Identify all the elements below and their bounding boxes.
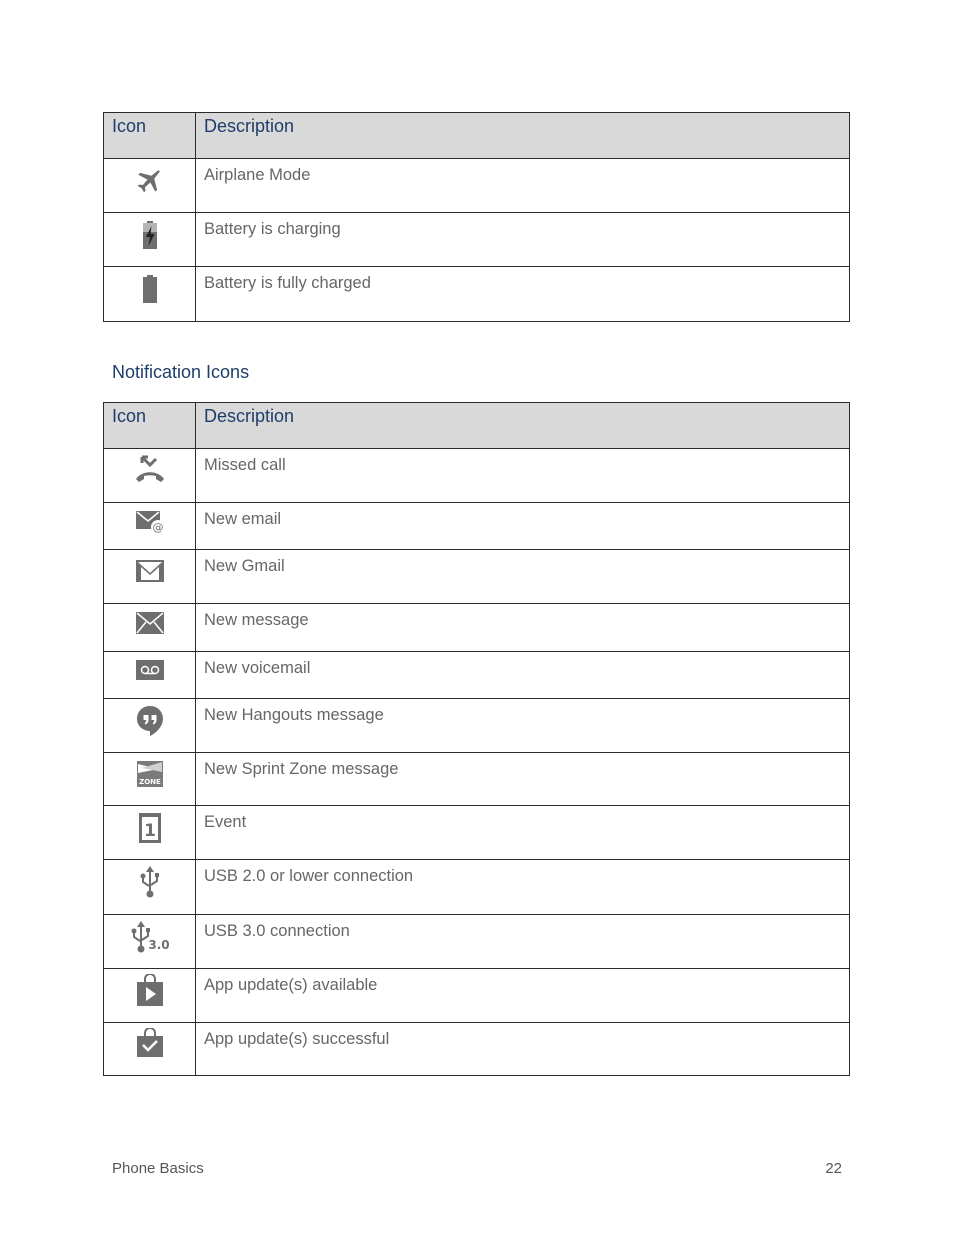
row-description: Missed call	[204, 456, 286, 474]
notification-icons-table	[103, 402, 850, 1076]
row-description: New email	[204, 510, 282, 528]
table-row	[104, 213, 850, 267]
status-icons-table	[103, 112, 850, 322]
table-row	[104, 652, 850, 699]
icon-column-header: Icon	[104, 113, 196, 159]
table-row	[104, 753, 850, 806]
table-row	[104, 1023, 850, 1076]
row-description: Airplane Mode	[204, 166, 311, 184]
usb-3-icon	[130, 920, 170, 956]
table-row	[104, 449, 850, 503]
row-description: App update(s) successful	[204, 1030, 390, 1048]
row-description: App update(s) available	[204, 976, 378, 994]
sprint-zone-icon	[134, 758, 166, 790]
page-number: 22	[825, 1160, 842, 1177]
table-row	[104, 503, 850, 550]
usb-version-label: 3.0	[147, 938, 170, 952]
hangouts-icon	[134, 704, 166, 738]
table-row	[104, 604, 850, 652]
table-header-row	[104, 403, 850, 449]
table-header-row	[104, 113, 850, 159]
table-row	[104, 969, 850, 1023]
table-row	[104, 699, 850, 753]
missed-call-icon	[134, 454, 166, 486]
row-description: USB 3.0 connection	[204, 922, 350, 940]
message-envelope-icon	[134, 609, 166, 639]
row-description: New message	[204, 611, 309, 629]
svg-text:@: @	[152, 521, 163, 534]
row-description: Event	[204, 813, 247, 831]
footer-section-name: Phone Basics	[112, 1160, 204, 1177]
row-description: Battery is charging	[204, 220, 341, 238]
row-description: New voicemail	[204, 659, 311, 677]
play-store-update-icon	[134, 974, 166, 1008]
battery-full-icon	[134, 272, 166, 304]
new-email-icon	[134, 508, 166, 536]
table-row	[104, 915, 850, 969]
table-row	[104, 806, 850, 860]
play-store-success-icon	[134, 1028, 166, 1060]
section-title: Notification Icons	[112, 362, 250, 382]
gmail-icon	[134, 555, 166, 587]
description-column-header: Description	[196, 113, 850, 159]
row-description: USB 2.0 or lower connection	[204, 867, 414, 885]
table-row	[104, 550, 850, 604]
calendar-event-icon	[134, 811, 166, 845]
battery-charging-icon	[134, 218, 166, 250]
voicemail-icon	[134, 657, 166, 683]
row-description: New Gmail	[204, 557, 285, 575]
airplane-icon	[134, 164, 166, 196]
table-row	[104, 860, 850, 915]
description-column-header: Description	[196, 403, 850, 449]
zone-label: ZONE	[138, 778, 161, 786]
icon-column-header: Icon	[104, 403, 196, 449]
row-description: Battery is fully charged	[204, 274, 371, 292]
row-description: New Hangouts message	[204, 706, 384, 724]
event-day-label: 1	[143, 821, 156, 841]
table-row	[104, 159, 850, 213]
table-row	[104, 267, 850, 322]
row-description: New Sprint Zone message	[204, 760, 399, 778]
usb-icon	[134, 865, 166, 901]
